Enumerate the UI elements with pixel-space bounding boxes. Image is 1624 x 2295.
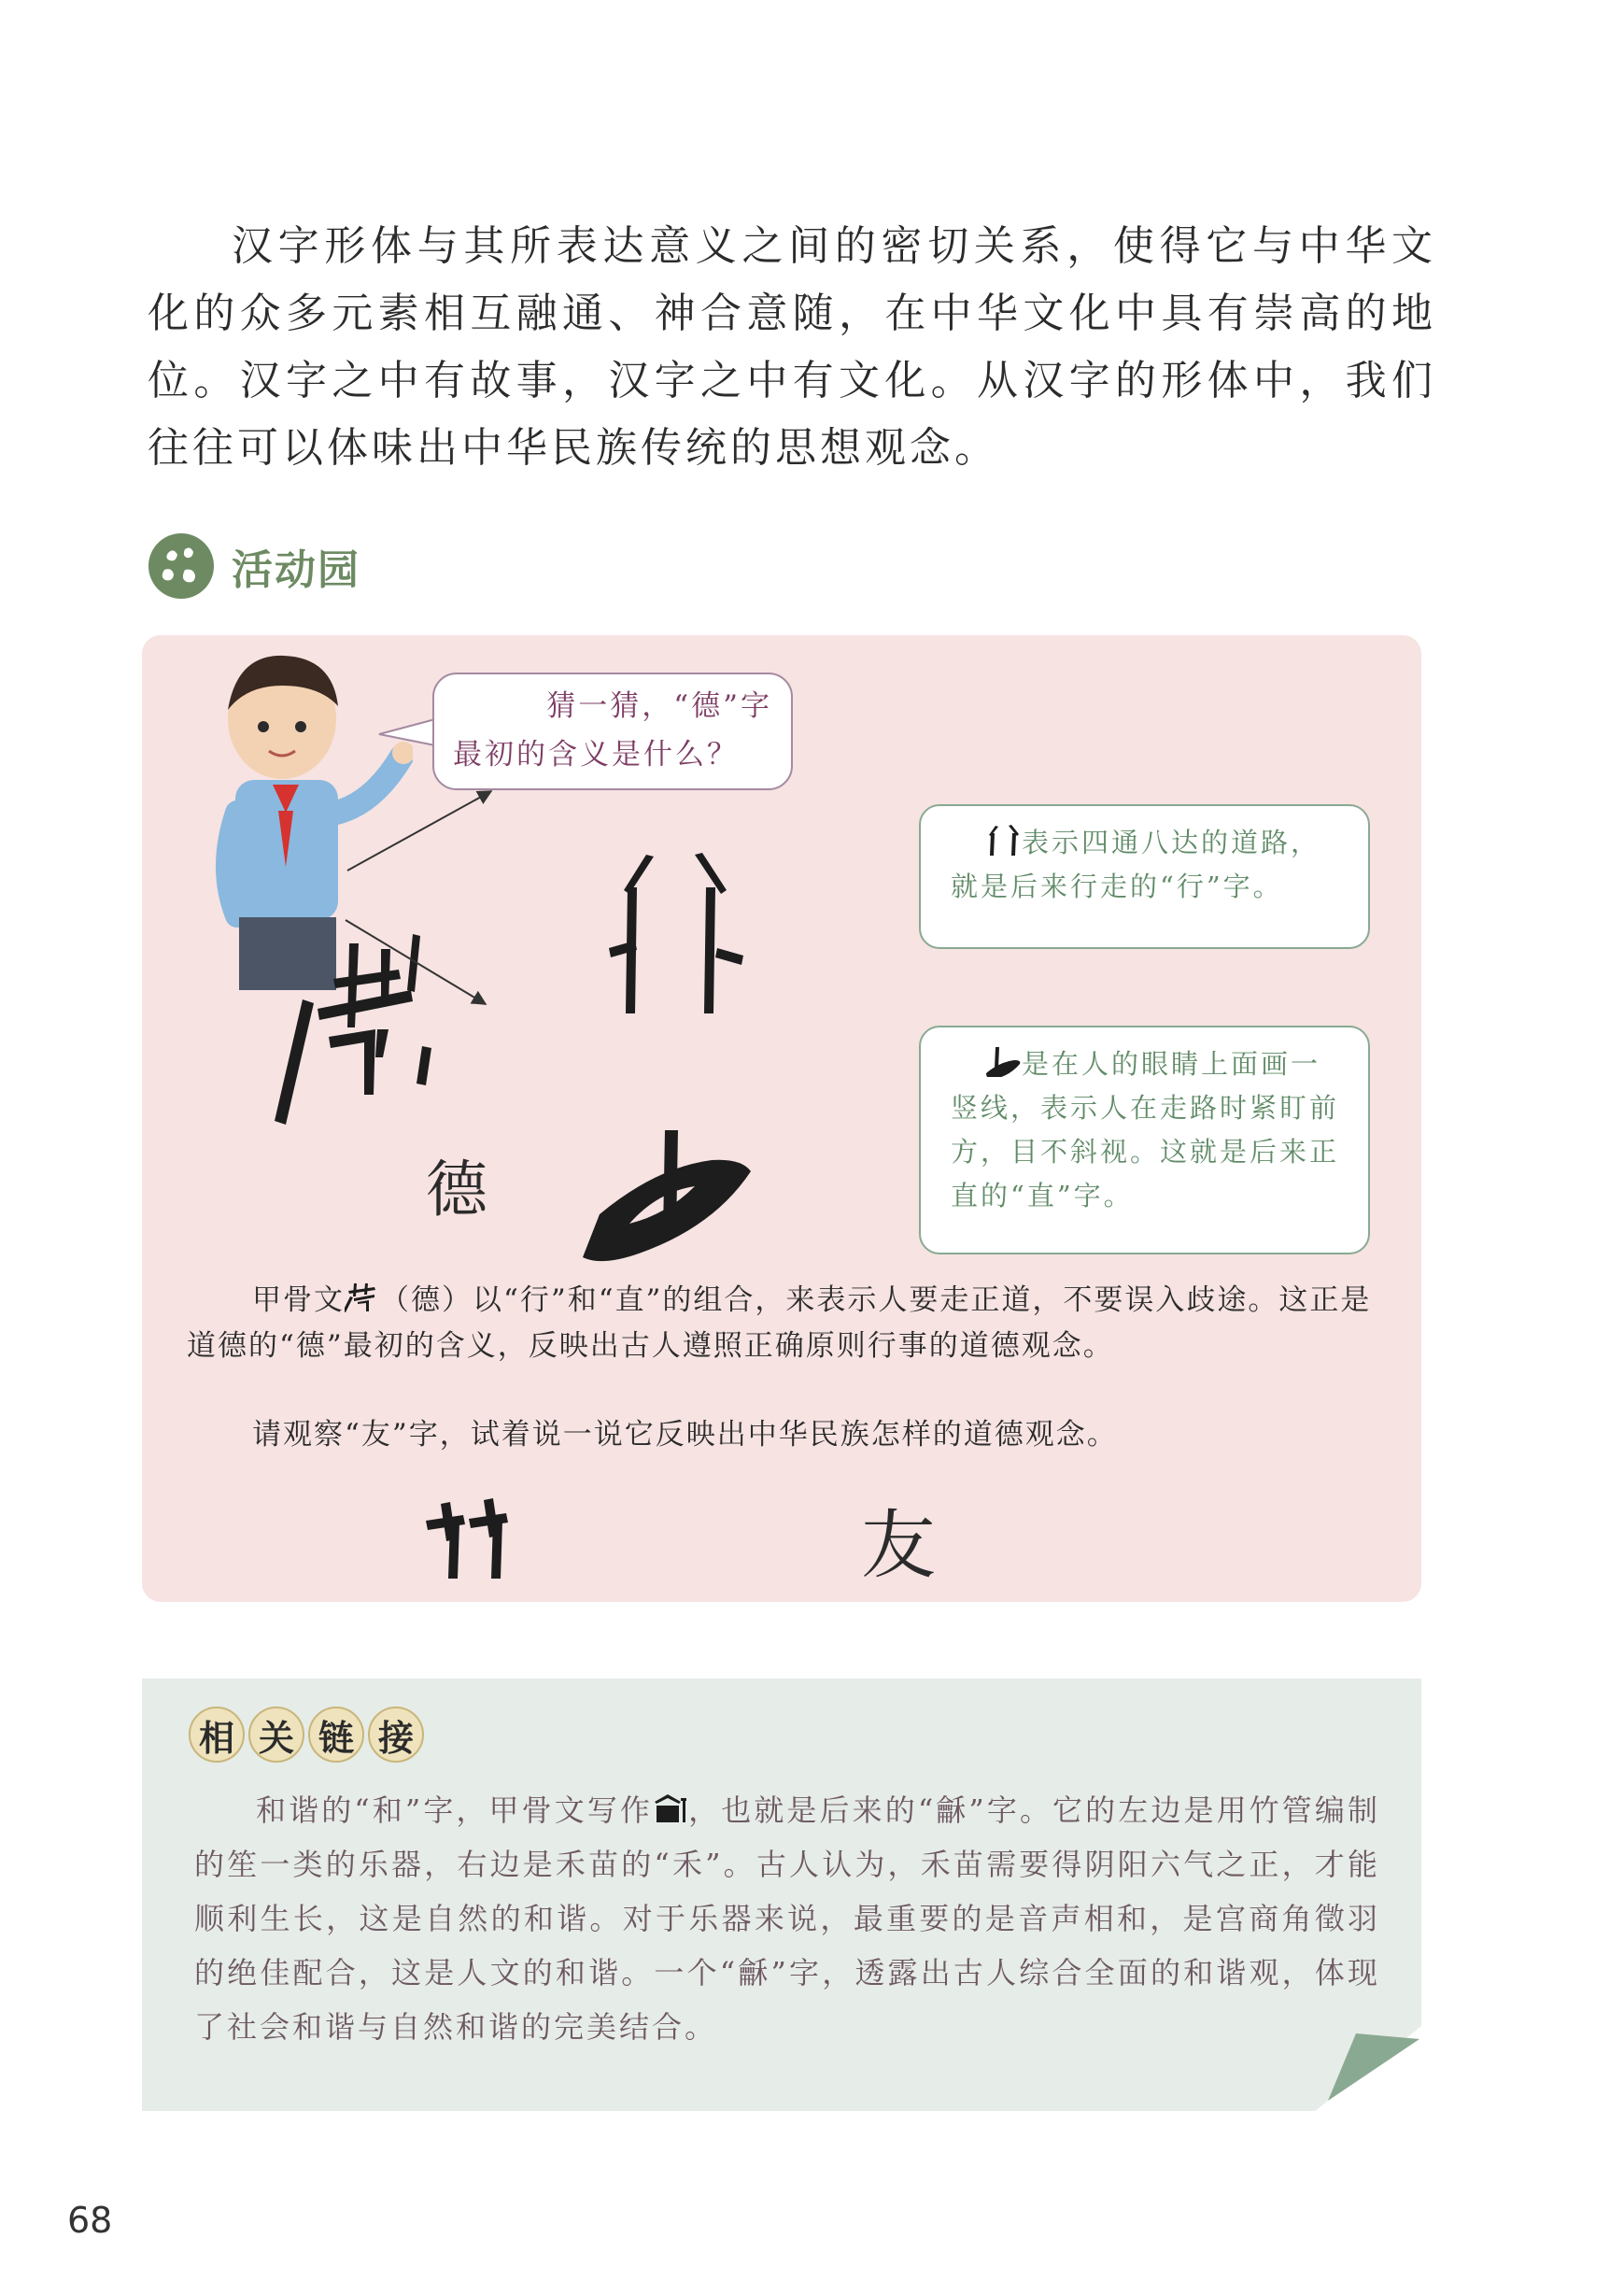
bubble-line-1: 猜一猜，“德”字 [546,689,772,723]
para1-rest: （德）以“行”和“直”的组合，来表示人要走正道，不要误入歧途。这正是道德的“德”最初的含义，反映出古人遵照正确原则行事的道德观念。 [187,1283,1372,1363]
activity-paragraph-2: 请观察“友”字，试着说一说它反映出中华民族怎样的道德观念。 [252,1418,1118,1452]
section-heading [148,532,360,600]
note-xing-text: 表示四通八达的道路，就是后来行走的“行”字。 [951,827,1321,902]
title-char: 关 [248,1707,304,1763]
oracle-you-glyph [426,1498,508,1579]
title-char: 相 [189,1707,245,1763]
title-char: 链 [308,1707,364,1763]
related-link-panel [142,1679,1421,2111]
note-zhi [919,1026,1370,1254]
activity-paragraph-1 [187,1278,1391,1369]
oracle-zhi-glyph [583,1130,751,1261]
oracle-xing-inline-icon [984,824,1022,856]
oracle-de-inline-icon [345,1282,380,1313]
char-de-label: 德 [426,1154,487,1225]
char-you-label: 友 [861,1502,936,1589]
intro-text: 汉字形体与其所表达意义之间的密切关系，使得它与中华文化的众多元素相互融通、神合意随，在中华文化中具有崇高的地位。汉字之中有故事，汉字之中有文化。从汉字的形体中，我们往往可以体味出中华民族传统的思想观念。 [148,222,1436,472]
intro-paragraph [148,213,1436,482]
para1-lead: 甲骨文 [252,1283,345,1317]
oracle-de-glyph [275,934,431,1125]
related-link-title [189,1707,424,1763]
page-fold-decoration [1309,2026,1421,2116]
activity-panel [142,635,1421,1602]
footprints-icon [148,532,215,600]
oracle-zhi-inline-icon [984,1045,1022,1077]
oracle-xing-glyph [609,853,743,1013]
oracle-he-inline-icon [653,1792,688,1824]
note-xing [919,804,1370,949]
section-title: 活动园 [232,546,360,594]
title-char: 接 [368,1707,424,1763]
link-para-lead: 和谐的“和”字，甲骨文写作 [256,1792,654,1828]
related-link-paragraph [194,1783,1380,2054]
bubble-line-2: 最初的含义是什么？ [453,738,739,772]
note-zhi-text: 是在人的眼睛上面画一竖线，表示人在走路时紧盯前方，目不斜视。这就是后来正直的“直”字。 [951,1048,1340,1211]
link-para-rest: ，也就是后来的“龢”字。它的左边是用竹管编制的笙一类的乐器，右边是禾苗的“禾”。古人认为，禾苗需要得阴阳六气之正，才能顺利生长，这是自然的和谐。对于乐器来说，最重要的是音声相和，是宫商角徵羽的绝佳配合，这是人文的和谐。一个“龢”字，透露出古人综合全面的和谐观，体现了社会和谐与自然和谐的完美结合。 [194,1792,1380,2045]
page-number: 68 [67,2200,113,2241]
related-link-body [194,1783,1380,2054]
